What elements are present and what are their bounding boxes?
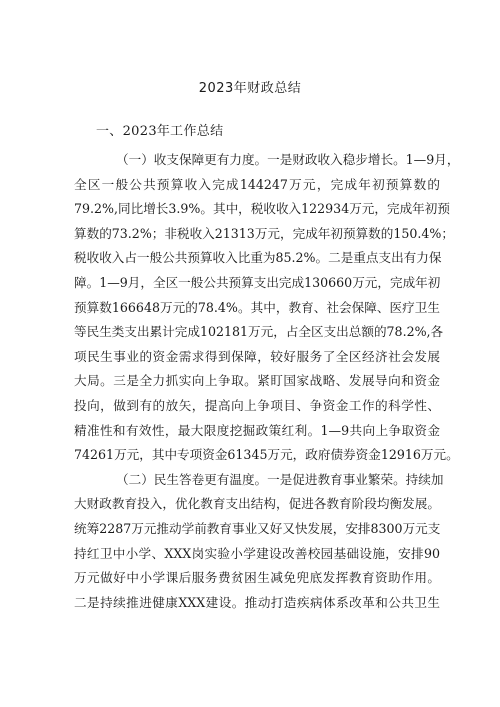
paragraph-line: 投向，做到有的放矢，提高向上争项目、争资金工作的科学性、 — [74, 397, 440, 413]
paragraph-line: 二是持续推进健康XXX建设。推动打造疾病体系改革和公共卫生 — [74, 594, 440, 610]
document-title: 2023年财政总结 — [198, 81, 302, 96]
paragraph-line: 税收收入占一般公共预算收入比重为85.2%。二是重点支出有力保 — [74, 250, 442, 266]
paragraph-line: 大局。三是全力抓实向上争取。紧盯国家战略、发展导向和资金 — [74, 373, 440, 389]
document-body — [74, 148, 460, 615]
paragraph-line: 统筹2287万元推动学前教育事业又好又快发展，安排8300万元支 — [74, 520, 441, 536]
paragraph-line: 障。1—9月，全区一般公共预算支出完成130660万元，完成年初 — [74, 274, 441, 290]
section-heading: 一、2023年工作总结 — [96, 124, 224, 139]
paragraph-line: 全区一般公共预算收入完成144247万元，完成年初预算数的 — [74, 176, 440, 192]
paragraph-line: 持红卫中小学、XXX岗实验小学建设改善校园基础设施，安排90 — [74, 545, 440, 561]
paragraph-line: 等民生类支出累计完成102181万元，占全区支出总额的78.2%,各 — [74, 324, 444, 340]
paragraph-line: 79.2%,同比增长3.9%。其中，税收收入122934万元，完成年初预 — [74, 201, 450, 217]
paragraph-line: 算数的73.2%；非税收入21313万元，完成年初预算数的150.4%； — [74, 225, 454, 241]
paragraph-line: （二）民生答卷更有温度。一是促进教育事业繁荣。持续加 — [116, 471, 444, 487]
paragraph-line: 大财政教育投入，优化教育支出结构，促进各教育阶段均衡发展。 — [74, 496, 440, 512]
paragraph-line: 预算数166648万元的78.4%。其中，教育、社会保障、医疗卫生 — [74, 299, 440, 315]
paragraph-line: 74261万元，其中专项资金61345万元，政府债券资金12916万元。 — [74, 447, 459, 463]
paragraph-line: 精准性和有效性，最大限度挖掘政策红利。1—9共向上争取资金 — [74, 422, 440, 438]
paragraph-line: 项民生事业的资金需求得到保障，较好服务了全区经济社会发展 — [74, 348, 440, 364]
paragraph-line: （一）收支保障更有力度。一是财政收入稳步增长。1—9月， — [116, 152, 460, 167]
paragraph-line: 万元做好中小学课后服务费贫困生减免兜底发挥教育资助作用。 — [74, 570, 440, 586]
